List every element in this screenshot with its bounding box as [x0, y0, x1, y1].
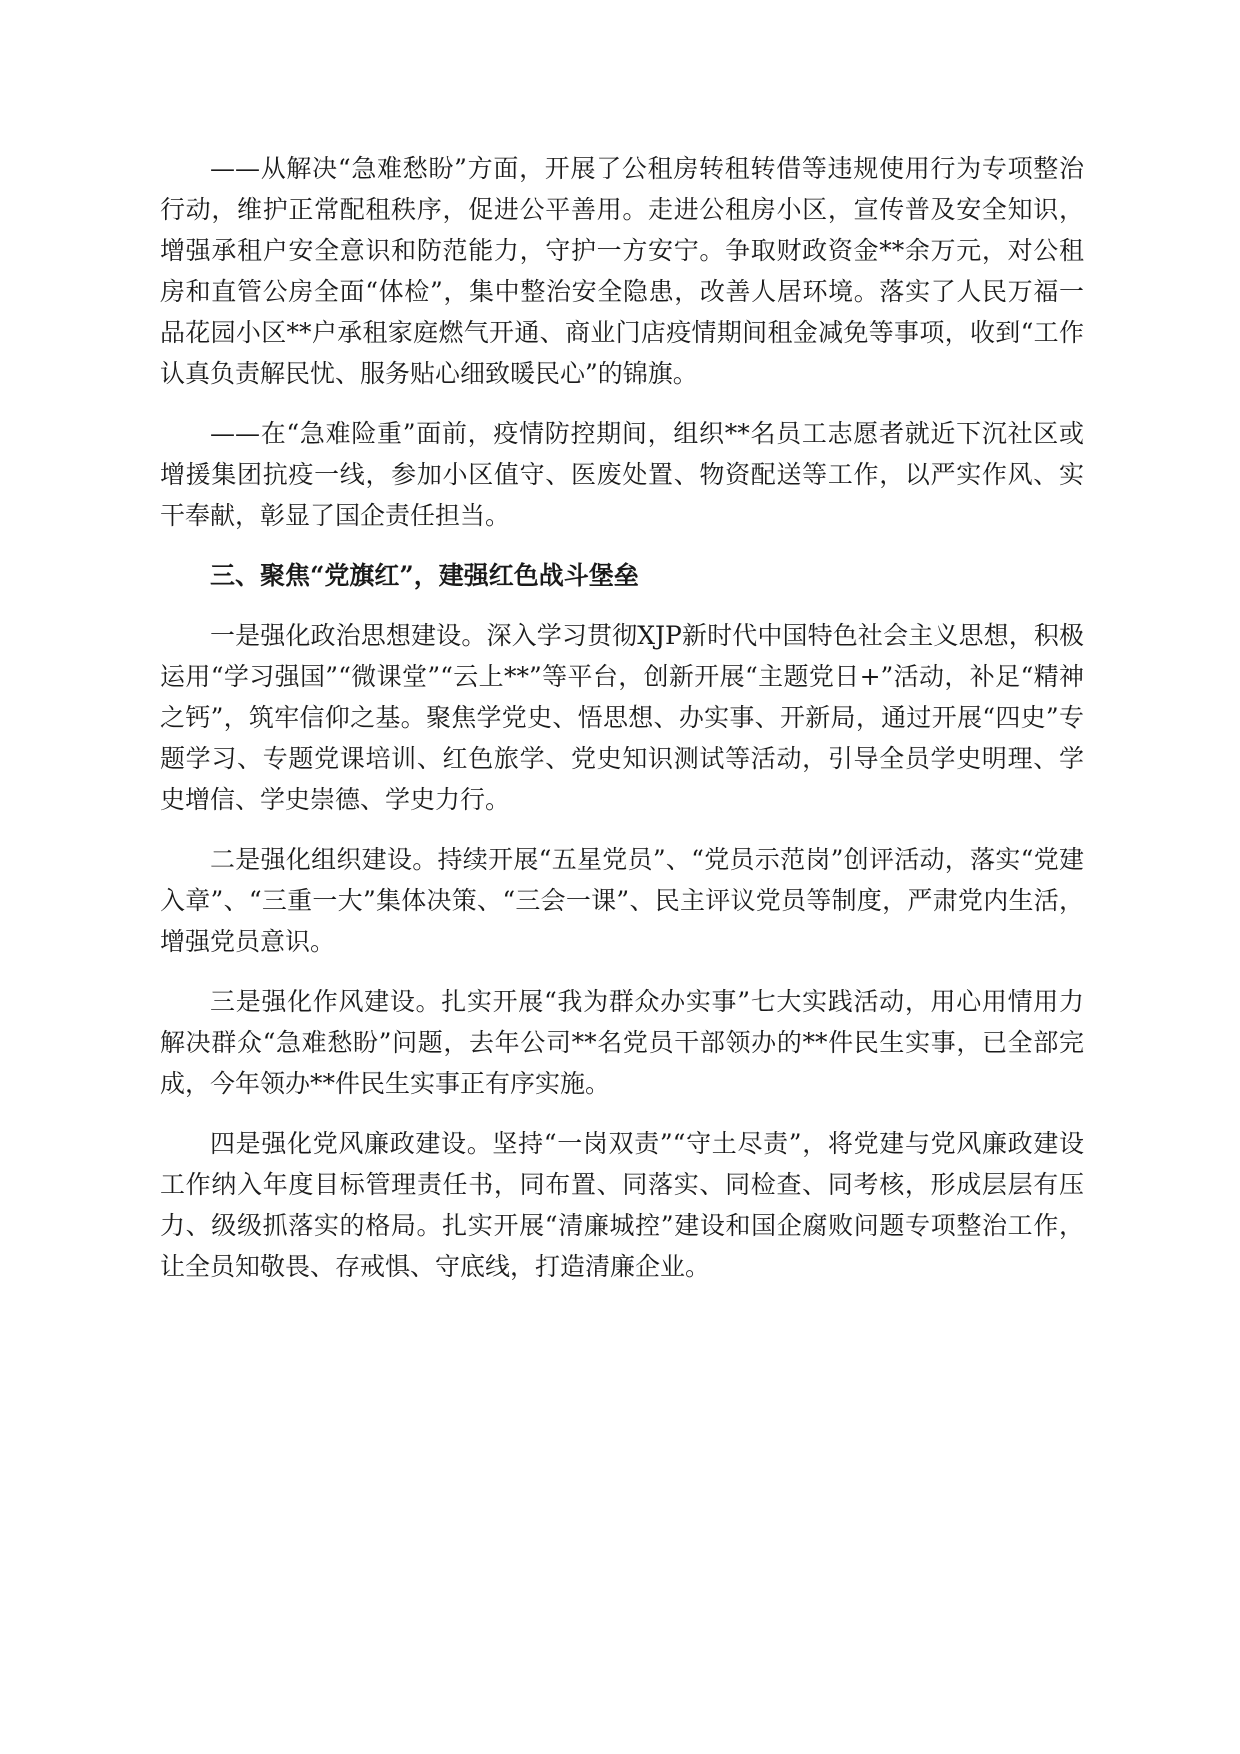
paragraph-rental-rectification: ——从解决“急难愁盼”方面，开展了公租房转租转借等违规使用行为专项整治行动，维护正常配租秩序，促进公平善用。走进公租房小区，宣传普及安全知识，增强承租户安全意识和防范能力，守护一方安宁。争取财政资金**余万元，对公租房和直管公房全面“体检”，集中整治安全隐患，改善人居环境。落实了人民万福一品花园小区**户承租家庭燃气开通、商业门店疫情期间租金减免等事项，收到“工作认真负责解民忧、服务贴心细致暖民心”的锦旗。 — [160, 154, 1084, 388]
document-body — [160, 148, 1084, 1306]
paragraph-organization: 二是强化组织建设。持续开展“五星党员”、“党员示范岗”创评活动，落实“党建入章”、“三重一大”集体决策、“三会一课”、民主评议党员等制度，严肃党内生活，增强党员意识。 — [160, 845, 1084, 956]
paragraph-political-thought: 一是强化政治思想建设。深入学习贯彻XJP新时代中国特色社会主义思想，积极运用“学习强国”“微课堂”“云上**”等平台，创新开展“主题党日+”活动，补足“精神之钙”，筑牢信仰之基。聚焦学党史、悟思想、办实事、开新局，通过开展“四史”专题学习、专题党课培训、红色旅学、党史知识测试等活动，引导全员学史明理、学史增信、学史崇德、学史力行。 — [160, 621, 1084, 814]
section-heading-party-flag: 三、聚焦“党旗红”，建强红色战斗堡垒 — [210, 561, 639, 590]
paragraph-clean-governance: 四是强化党风廉政建设。坚持“一岗双责”“守土尽责”，将党建与党风廉政建设工作纳入年度目标管理责任书，同布置、同落实、同检查、同考核，形成层层有压力、级级抓落实的格局。扎实开展“清廉城控”建设和国企腐败问题专项整治工作，让全员知敬畏、存戒惧、守底线，打造清廉企业。 — [160, 1129, 1084, 1281]
paragraph-work-style: 三是强化作风建设。扎实开展“我为群众办实事”七大实践活动，用心用情用力解决群众“急难愁盼”问题，去年公司**名党员干部领办的**件民生实事，已全部完成，今年领办**件民生实事正有序实施。 — [160, 987, 1084, 1098]
paragraph-epidemic-volunteers: ——在“急难险重”面前，疫情防控期间，组织**名员工志愿者就近下沉社区或增援集团抗疫一线，参加小区值守、医废处置、物资配送等工作，以严实作风、实干奉献，彰显了国企责任担当。 — [160, 419, 1084, 530]
